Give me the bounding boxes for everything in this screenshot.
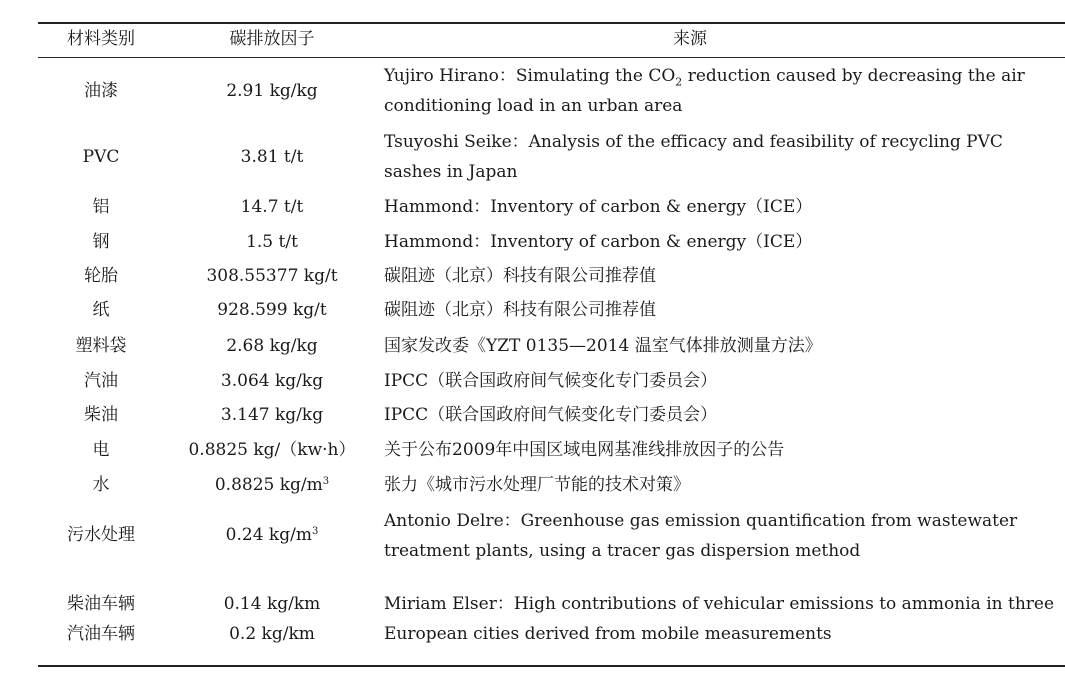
row-source-line: European cities derived from mobile measurements — [384, 624, 832, 644]
row-category: 钢 — [92, 232, 110, 252]
row-category: 电 — [92, 440, 110, 460]
superscript: 3 — [311, 526, 319, 537]
row-source-line: Miriam Elser：High contributions of vehicular emissions to ammonia in three — [384, 594, 1055, 614]
row-category: PVC — [82, 147, 120, 167]
row-category: 柴油 — [84, 405, 118, 425]
row-category: 塑料袋 — [75, 336, 127, 356]
row-source-line: 国家发改委《YZT 0135—2014 温室气体排放测量方法》 — [384, 336, 822, 356]
row-factor: 2.91 kg/kg — [226, 81, 318, 101]
row-source-line: sashes in Japan — [384, 162, 518, 182]
row-factor: 0.14 kg/km — [223, 594, 321, 614]
source-text: reduction caused by decreasing the air — [682, 66, 1025, 86]
top-rule — [38, 22, 1065, 24]
row-factor: 2.68 kg/kg — [226, 336, 318, 356]
factor-text: 0.8825 kg/m — [214, 475, 323, 495]
header-factor: 碳排放因子 — [229, 29, 315, 49]
row-source-line: conditioning load in an urban area — [384, 96, 683, 116]
row-factor: 3.147 kg/kg — [220, 405, 324, 425]
row-factor: 0.8825 kg/（kw·h） — [188, 440, 356, 460]
row-source-line: Tsuyoshi Seike：Analysis of the efficacy and feasibility of recycling PVC — [384, 132, 1003, 152]
row-source-line: 碳阻迹（北京）科技有限公司推荐值 — [384, 266, 656, 286]
row-category: 汽油 — [84, 371, 118, 391]
factor-text: 0.24 kg/m — [225, 525, 312, 545]
row-source-line: Hammond：Inventory of carbon & energy（ICE） — [384, 197, 813, 217]
row-factor: 3.064 kg/kg — [220, 371, 324, 391]
row-category: 柴油车辆 — [67, 594, 135, 614]
row-category: 纸 — [92, 300, 110, 320]
row-category: 油漆 — [84, 81, 118, 101]
source-text: Yujiro Hirano：Simulating the CO — [384, 66, 676, 86]
row-factor: 14.7 t/t — [240, 197, 304, 217]
row-factor: 928.599 kg/t — [217, 300, 327, 320]
header-source: 来源 — [673, 29, 707, 49]
row-category: 污水处理 — [67, 525, 135, 545]
row-source-line: Hammond：Inventory of carbon & energy（ICE） — [384, 232, 813, 252]
row-factor: 308.55377 kg/t — [206, 266, 338, 286]
row-factor: 3.81 t/t — [240, 147, 304, 167]
header-category: 材料类别 — [67, 29, 135, 49]
row-source-line: IPCC（联合国政府间气候变化专门委员会） — [384, 371, 718, 391]
row-source-line: Antonio Delre：Greenhouse gas emission quantification from wastewater — [384, 511, 1018, 531]
row-category: 汽油车辆 — [67, 624, 135, 644]
row-factor: 1.5 t/t — [246, 232, 298, 252]
row-source-line — [384, 66, 1025, 92]
bottom-rule — [38, 665, 1065, 667]
row-category: 轮胎 — [84, 266, 118, 286]
row-category: 水 — [92, 475, 110, 495]
row-category: 铝 — [92, 197, 110, 217]
row-source-line: IPCC（联合国政府间气候变化专门委员会） — [384, 405, 718, 425]
row-factor: 0.2 kg/km — [229, 624, 315, 644]
row-factor — [172, 475, 372, 495]
row-factor — [172, 525, 372, 545]
superscript: 3 — [322, 476, 330, 487]
row-source-line: treatment plants, using a tracer gas dispersion method — [384, 541, 861, 561]
row-source-line: 碳阻迹（北京）科技有限公司推荐值 — [384, 300, 656, 320]
row-source-line: 关于公布2009年中国区域电网基准线排放因子的公告 — [384, 440, 785, 460]
subscript: 2 — [675, 75, 683, 89]
header-rule — [38, 57, 1065, 58]
row-source-line: 张力《城市污水处理厂节能的技术对策》 — [384, 475, 690, 495]
